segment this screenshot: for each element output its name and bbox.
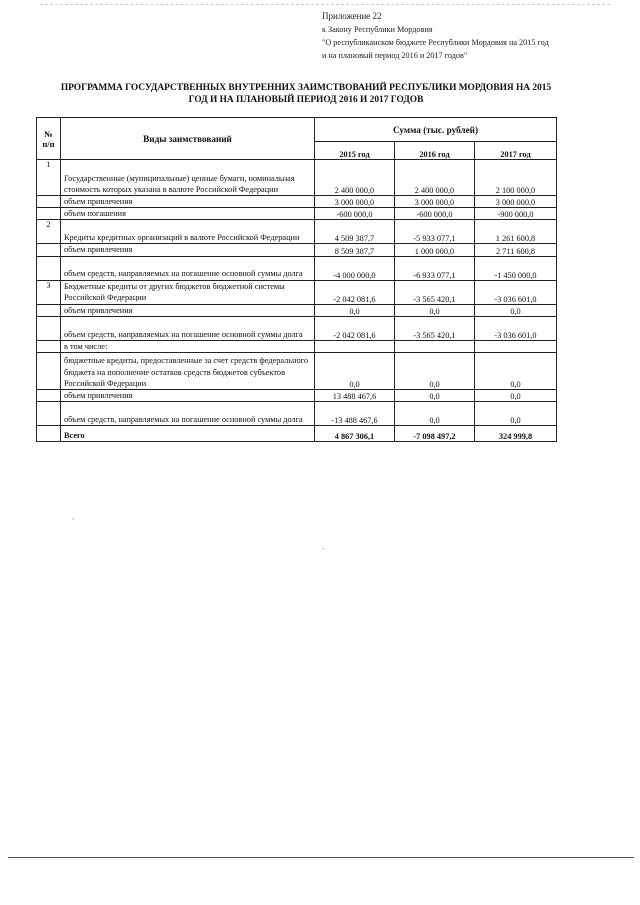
document-title <box>26 82 586 106</box>
value-2017: -3 036 601,0 <box>475 316 557 340</box>
value-2016: 0,0 <box>395 304 475 316</box>
value-2017: -1 450 000,0 <box>475 256 557 280</box>
row-number: 3 <box>37 280 61 304</box>
header-year-2015: 2015 год <box>315 142 395 160</box>
value-2015: -4 000 000,0 <box>315 256 395 280</box>
table-row <box>37 390 557 402</box>
value-2016: -6 933 077,1 <box>395 256 475 280</box>
appendix-line-2: к Закону Республики Мордовия <box>322 25 433 34</box>
total-2016: -7 098 497,2 <box>395 426 475 442</box>
row-number <box>37 196 61 208</box>
borrowing-table <box>36 117 557 442</box>
table-row <box>37 304 557 316</box>
table-row <box>37 220 557 244</box>
appendix-line-1: Приложение 22 <box>322 11 382 21</box>
value-2017: 1 261 600,8 <box>475 220 557 244</box>
row-name: объем привлечения <box>61 390 315 402</box>
total-2017: 324 999,8 <box>475 426 557 442</box>
value-2016: 1 000 000,0 <box>395 244 475 256</box>
table-row <box>37 316 557 340</box>
row-name: Государственные (муниципальные) ценные бумаги, номинальная стоимость которых указана в валюте Российской Федерации <box>61 160 315 196</box>
value-2017: 2 711 600,8 <box>475 244 557 256</box>
row-number <box>37 390 61 402</box>
total-label: Всего <box>61 426 315 442</box>
table-row <box>37 402 557 426</box>
table-row <box>37 256 557 280</box>
row-number <box>37 304 61 316</box>
row-name: объем привлечения <box>61 304 315 316</box>
header-year-2016: 2016 год <box>395 142 475 160</box>
table-row <box>37 353 557 390</box>
value-2015: 0,0 <box>315 353 395 390</box>
value-2017: 0,0 <box>475 390 557 402</box>
value-2015: -2 042 081,6 <box>315 280 395 304</box>
table-row <box>37 280 557 304</box>
table-row <box>37 196 557 208</box>
value-2016: 3 000 000,0 <box>395 196 475 208</box>
row-number: 1 <box>37 160 61 196</box>
table-row <box>37 340 557 352</box>
row-number <box>37 316 61 340</box>
row-name: объем погашения <box>61 208 315 220</box>
row-number <box>37 402 61 426</box>
value-2015: -13 488 467,6 <box>315 402 395 426</box>
header-sum: Сумма (тыс. рублей) <box>315 118 557 142</box>
value-2015: 0,0 <box>315 304 395 316</box>
row-name: бюджетные кредиты, предоставленные за счет средств федерального бюджета на пополнение остатков средств бюджетов субъектов Российской Федерации <box>61 353 315 390</box>
row-number <box>37 340 61 352</box>
title-line-1: ПРОГРАММА ГОСУДАРСТВЕННЫХ ВНУТРЕННИХ ЗАИМСТВОВАНИЙ РЕСПУБЛИКИ МОРДОВИЯ НА 2015 <box>60 83 552 93</box>
row-name: объем привлечения <box>61 244 315 256</box>
value-2017: 0,0 <box>475 304 557 316</box>
value-2017: 3 000 000,0 <box>475 196 557 208</box>
header-borrowing-type: Виды заимствований <box>61 118 315 160</box>
row-name: Кредиты кредитных организаций в валюте Российской Федерации <box>61 220 315 244</box>
table-row <box>37 244 557 256</box>
total-number <box>37 426 61 442</box>
table-row <box>37 208 557 220</box>
value-2017: -900 000,0 <box>475 208 557 220</box>
appendix-line-4: и на плановый период 2016 и 2017 годов" <box>322 51 468 60</box>
value-2017: -3 036 601,0 <box>475 280 557 304</box>
appendix-note <box>322 10 622 62</box>
row-number <box>37 208 61 220</box>
value-2015: 2 400 000,0 <box>315 160 395 196</box>
value-2015: 3 000 000,0 <box>315 196 395 208</box>
value-2016: 0,0 <box>395 390 475 402</box>
value-2017: 0,0 <box>475 402 557 426</box>
scan-bottom-edge <box>8 857 634 858</box>
value-2016: 0,0 <box>395 353 475 390</box>
value-2017: 0,0 <box>475 353 557 390</box>
header-number: № п/п <box>37 118 61 160</box>
table-row <box>37 160 557 196</box>
value-2015: 8 509 387,7 <box>315 244 395 256</box>
row-number <box>37 353 61 390</box>
value-2016: -600 000,0 <box>395 208 475 220</box>
value-2016: 0,0 <box>395 402 475 426</box>
row-name: объем средств, направляемых на погашение основной суммы долга <box>61 402 315 426</box>
row-name: в том числе: <box>61 340 315 352</box>
value-2015: -600 000,0 <box>315 208 395 220</box>
value-2017: 2 100 000,0 <box>475 160 557 196</box>
title-line-2: ГОД И НА ПЛАНОВЫЙ ПЕРИОД 2016 И 2017 ГОДОВ <box>188 95 424 105</box>
value-2016: -3 565 420,1 <box>395 316 475 340</box>
row-number <box>37 244 61 256</box>
appendix-line-3: "О республиканском бюджете Республики Мордовия на 2015 год <box>322 38 549 47</box>
header-year-2017: 2017 год <box>475 142 557 160</box>
row-name: объем средств, направляемых на погашение основной суммы долга <box>61 316 315 340</box>
total-row <box>37 426 557 442</box>
total-2015: 4 867 306,1 <box>315 426 395 442</box>
value-2016: 2 400 000,0 <box>395 160 475 196</box>
row-name: Бюджетные кредиты от других бюджетов бюджетной системы Российской Федерации <box>61 280 315 304</box>
value-2016: -5 933 077,1 <box>395 220 475 244</box>
scan-edge-line <box>40 4 610 6</box>
value-2015: -2 042 081,6 <box>315 316 395 340</box>
row-number: 2 <box>37 220 61 244</box>
value-2015: 13 488 467,6 <box>315 390 395 402</box>
value-2016 <box>395 340 475 352</box>
row-name: объем средств, направляемых на погашение основной суммы долга <box>61 256 315 280</box>
scan-speck <box>72 518 74 520</box>
row-name: объем привлечения <box>61 196 315 208</box>
value-2017 <box>475 340 557 352</box>
scan-speck <box>322 548 324 550</box>
value-2016: -3 565 420,1 <box>395 280 475 304</box>
row-number <box>37 256 61 280</box>
value-2015 <box>315 340 395 352</box>
value-2015: 4 509 387,7 <box>315 220 395 244</box>
